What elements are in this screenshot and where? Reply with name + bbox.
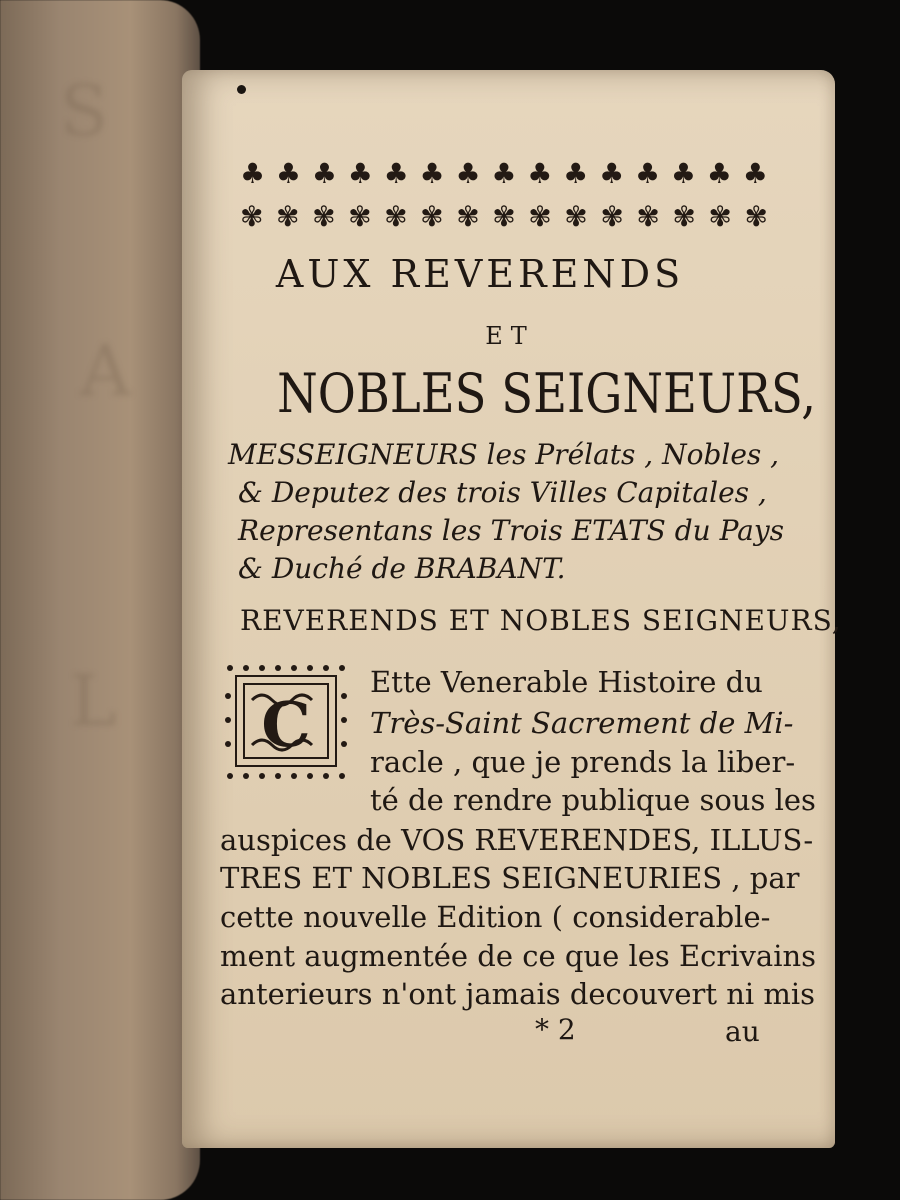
fleuron-icon: ♣ [563, 157, 589, 190]
body-line: TRES ET NOBLES SEIGNEURIES , par [220, 861, 800, 895]
left-page-bleed-text: S [60, 70, 108, 152]
left-page-bleed-text: L [70, 660, 117, 742]
title-line-1: AUX REVERENDS [275, 252, 685, 296]
fleuron-icon: ♣ [240, 157, 266, 190]
body-line: auspices de VOS REVERENDES, ILLUS- [220, 823, 814, 857]
body-line: Très-Saint Sacrement de Mi- [370, 706, 794, 740]
fleuron-icon: ♣ [527, 157, 553, 190]
dedication-line: & Deputez des trois Villes Capitales , [238, 476, 767, 509]
body-text: Ette Venerable Histoire du [370, 665, 763, 699]
fleuron-icon: ♣ [311, 157, 337, 190]
headpiece-ornament-bottom [240, 200, 768, 233]
fleuron-icon: ✾ [348, 200, 372, 233]
fleuron-icon: ♣ [634, 157, 661, 190]
ink-dot [237, 85, 246, 94]
fleuron-icon: ✾ [636, 200, 660, 233]
fleuron-icon: ♣ [742, 157, 768, 190]
dedication-line: Representans les Trois ETATS du Pays [238, 514, 785, 547]
fleuron-icon: ✾ [420, 200, 444, 233]
catchword: au [725, 1015, 760, 1048]
dedication-line: MESSEIGNEURS les Prélats , Nobles , [228, 438, 780, 471]
fleuron-icon: ♣ [347, 157, 373, 190]
fleuron-icon: ✾ [528, 200, 552, 233]
drop-cap-letter: C [261, 688, 311, 761]
fleuron-icon: ♣ [419, 157, 445, 190]
fleuron-icon: ♣ [275, 157, 302, 190]
fleuron-icon: ✾ [744, 200, 768, 233]
fleuron-icon: ♣ [670, 157, 696, 190]
fleuron-icon: ♣ [706, 157, 732, 190]
fleuron-icon: ♣ [491, 157, 517, 190]
fleuron-icon: ✾ [384, 200, 408, 233]
fleuron-icon: ♣ [455, 157, 481, 190]
body-line: anterieurs n'ont jamais decouvert ni mis [220, 977, 816, 1011]
title-line-3: NOBLES SEIGNEURS, [277, 362, 816, 425]
fleuron-icon: ♣ [383, 157, 409, 190]
body-line: cette nouvelle Edition ( considerable- [220, 900, 771, 934]
drop-cap-ornament [222, 660, 350, 785]
fleuron-icon: ✾ [708, 200, 732, 233]
fleuron-icon: ✾ [276, 200, 300, 233]
fleuron-icon: ✾ [492, 200, 516, 233]
salutation: REVERENDS ET NOBLES SEIGNEURS, [240, 604, 842, 637]
fleuron-icon: ✾ [240, 200, 264, 233]
fleuron-icon: ✾ [672, 200, 696, 233]
body-line: té de rendre publique sous les [370, 783, 816, 817]
signature-mark: * 2 [535, 1013, 576, 1046]
fleuron-icon: ✾ [312, 200, 336, 233]
fleuron-icon: ♣ [599, 157, 625, 190]
left-facing-page [0, 0, 200, 1200]
headpiece-ornament-top [240, 157, 768, 190]
fleuron-icon: ✾ [600, 200, 624, 233]
fleuron-icon: ✾ [564, 200, 588, 233]
title-line-2: ET [485, 322, 535, 350]
body-line [370, 665, 765, 699]
left-page-bleed-text: A [80, 330, 131, 412]
fleuron-icon: ✾ [456, 200, 480, 233]
body-line: ment augmentée de ce que les Ecrivains [220, 939, 817, 973]
body-line: racle , que je prends la liber- [370, 745, 796, 779]
dedication-line: & Duché de BRABANT. [238, 552, 566, 585]
